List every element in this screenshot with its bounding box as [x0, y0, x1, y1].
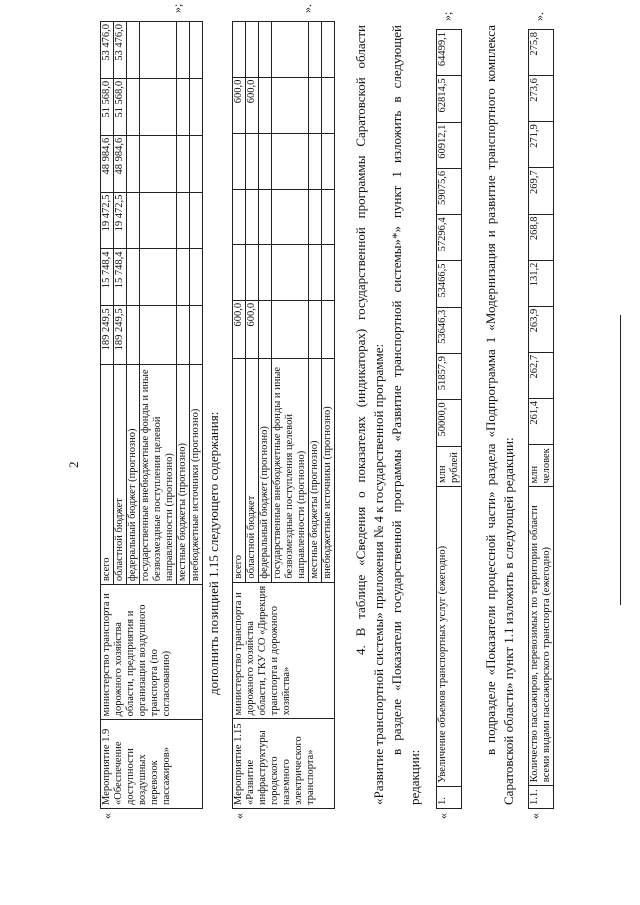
- year-amount: [309, 77, 322, 134]
- indicator-value: 262,7: [529, 352, 554, 398]
- indicator-unit: млн человек: [529, 445, 554, 487]
- indicator-unit: млн рублей: [437, 446, 462, 486]
- year-amount: 48 984,6: [114, 135, 127, 192]
- quote-open-2: «: [232, 813, 246, 819]
- year-amount: [322, 77, 335, 134]
- total-amount: [259, 300, 272, 359]
- total-amount: [177, 306, 190, 365]
- year-amount: [322, 245, 335, 301]
- funding-source: областной бюджет: [114, 365, 127, 585]
- indicator-value: 51857,9: [437, 354, 462, 400]
- indicator-value: 53466,5: [437, 261, 462, 307]
- year-amount: 48 984,6: [101, 135, 114, 192]
- year-amount: 51 568,0: [114, 78, 127, 135]
- source-row: [101, 22, 114, 809]
- year-amount: 15 748,4: [101, 249, 114, 306]
- footnote-divider: [620, 315, 621, 605]
- funding-source: государственные внебюджетные фонды и иные безвозмездные поступления целевой направленности (прогнозно): [272, 359, 309, 582]
- indicator-value: 62814,5: [437, 76, 462, 122]
- funding-source: областной бюджет: [246, 359, 259, 582]
- year-amount: 53 476,0: [101, 22, 114, 79]
- year-amount: 15 748,4: [114, 249, 127, 306]
- year-amount: 53 476,0: [114, 22, 127, 79]
- year-amount: [190, 249, 203, 306]
- year-amount: [177, 192, 190, 249]
- indicator-value: 53646,3: [437, 307, 462, 353]
- year-amount: [140, 249, 177, 306]
- year-amount: [190, 22, 203, 79]
- measure-1-15-table: [232, 21, 335, 809]
- year-amount: [246, 134, 259, 190]
- year-amount: 600,0: [233, 77, 246, 134]
- year-amount: [177, 249, 190, 306]
- indicator-name: Увеличение объемов транспортных услуг (ежегодно): [437, 486, 462, 786]
- total-amount: 189 249,5: [114, 306, 127, 365]
- indicator-value: 271,9: [529, 122, 554, 168]
- year-amount: [127, 22, 140, 79]
- measure-name: Мероприятие 1.15 «Развитие инфраструктуры городского наземного электрического транспорта»: [233, 719, 335, 809]
- table4-close: ».: [532, 12, 546, 21]
- total-amount: [309, 300, 322, 359]
- supplement-text: дополнить позицией 1.15 следующего содержания:: [206, 411, 221, 695]
- total-amount: [322, 300, 335, 359]
- year-amount: [309, 22, 322, 78]
- measure-name: Мероприятие 1.9 «Обеспечение доступности воздушных перевозок пассажиров»: [101, 720, 203, 809]
- year-amount: [322, 134, 335, 190]
- year-amount: [272, 134, 309, 190]
- measure-1-9-rows: [101, 22, 203, 809]
- funding-source: государственные внебюджетные фонды и иные безвозмездные поступления целевой направленности (прогнозно): [140, 365, 177, 585]
- year-amount: [233, 245, 246, 301]
- year-amount: [190, 78, 203, 135]
- year-amount: [259, 189, 272, 245]
- year-amount: [233, 22, 246, 78]
- year-amount: [127, 192, 140, 249]
- year-amount: [272, 22, 309, 78]
- total-amount: 600,0: [246, 300, 259, 359]
- year-amount: [309, 134, 322, 190]
- funding-source: местные бюджеты (прогнозно): [309, 359, 322, 582]
- page-number: 2: [66, 461, 81, 468]
- paragraph-5: в подразделе «Показатели процессной части» раздела «Подпрограмма 1 «Модернизация и развитие транспортного комплекса Саратовской области» пункт 1.1 изложить в следующей редакции:: [483, 25, 516, 805]
- year-amount: [233, 189, 246, 245]
- indicator-1-table: [436, 29, 462, 809]
- indicator-value: 275,8: [529, 30, 554, 76]
- indicator-value: 268,8: [529, 214, 554, 260]
- measure-1-9-table: [100, 21, 203, 809]
- year-amount: [246, 189, 259, 245]
- measure-1-15-rows: [233, 22, 335, 809]
- total-amount: [140, 306, 177, 365]
- year-amount: [177, 135, 190, 192]
- indicator-number: 1.1.: [529, 786, 554, 809]
- indicator-value: 50000,0: [437, 400, 462, 446]
- year-amount: [309, 245, 322, 301]
- source-row: [233, 22, 246, 809]
- paragraph-4b: в разделе «Показатели государственной программы «Развитие транспортной системы»*» пункт 1 изложить в следующей редакции:: [389, 25, 422, 805]
- year-amount: [322, 189, 335, 245]
- total-amount: 189 249,5: [101, 306, 114, 365]
- year-amount: [140, 78, 177, 135]
- year-amount: 19 472,5: [114, 192, 127, 249]
- year-amount: [259, 245, 272, 301]
- funding-source: внебюджетные источники (прогнозно): [322, 359, 335, 582]
- indicator-value: 59075,6: [437, 168, 462, 214]
- year-amount: [259, 134, 272, 190]
- funding-source: местные бюджеты (прогнозно): [177, 365, 190, 585]
- indicator-value: 261,4: [529, 399, 554, 445]
- indicator-value: 269,7: [529, 168, 554, 214]
- year-amount: 51 568,0: [101, 78, 114, 135]
- year-amount: [127, 249, 140, 306]
- year-amount: 600,0: [246, 77, 259, 134]
- total-amount: [272, 300, 309, 359]
- year-amount: [246, 245, 259, 301]
- funding-source: всего: [233, 359, 246, 582]
- year-amount: [259, 22, 272, 78]
- year-amount: [272, 245, 309, 301]
- year-amount: [140, 192, 177, 249]
- indicator-value: 60912,1: [437, 122, 462, 168]
- year-amount: [190, 135, 203, 192]
- funding-source: всего: [101, 365, 114, 585]
- indicator-number: 1.: [437, 786, 462, 808]
- year-amount: [233, 134, 246, 190]
- indicator-value: 263,9: [529, 306, 554, 352]
- year-amount: [322, 22, 335, 78]
- year-amount: 19 472,5: [101, 192, 114, 249]
- total-amount: 600,0: [233, 300, 246, 359]
- indicator-value: 57296,4: [437, 215, 462, 261]
- indicator-value: 64499,1: [437, 30, 462, 76]
- year-amount: [259, 77, 272, 134]
- year-amount: [127, 135, 140, 192]
- year-amount: [272, 189, 309, 245]
- year-amount: [272, 77, 309, 134]
- quote-open: «: [100, 813, 114, 819]
- indicator-1-1-row: [529, 30, 554, 809]
- paragraph-4: 4. В таблице «Сведения о показателях (индикаторах) государственной программы Саратовской области «Развитие транспортной системы» приложения № 4 к государственной программе:: [353, 25, 386, 805]
- table1-close: »;: [170, 3, 184, 13]
- year-amount: [177, 22, 190, 79]
- indicator-1-row: [437, 30, 462, 809]
- year-amount: [127, 78, 140, 135]
- measure-executor: министерство транспорта и дорожного хозяйства области, предприятия и организации воздушного транспорта (по согласованию): [101, 585, 203, 720]
- funding-source: внебюджетные источники (прогнозно): [190, 365, 203, 585]
- indicator-1-1-table: [528, 29, 554, 809]
- total-amount: [127, 306, 140, 365]
- quote-open-3: «: [436, 813, 450, 819]
- year-amount: [140, 22, 177, 79]
- funding-source: федеральный бюджет (прогнозно): [259, 359, 272, 582]
- quote-open-4: «: [528, 813, 542, 819]
- measure-executor: министерство транспорта и дорожного хозяйства области, ГКУ СО «Дирекция транспорта и дорожного хозяйства»: [233, 582, 335, 719]
- total-amount: [190, 306, 203, 365]
- year-amount: [309, 189, 322, 245]
- year-amount: [177, 78, 190, 135]
- indicator-name: Количество пассажиров, перевозимых по территории области всеми видами пассажирского транспорта (ежегодно): [529, 487, 554, 786]
- year-amount: [246, 22, 259, 78]
- funding-source: федеральный бюджет (прогнозно): [127, 365, 140, 585]
- indicator-value: 131,2: [529, 260, 554, 306]
- year-amount: [140, 135, 177, 192]
- year-amount: [190, 192, 203, 249]
- table3-close: »;: [440, 11, 454, 21]
- table2-close: ».: [300, 4, 314, 13]
- indicator-value: 273,6: [529, 76, 554, 122]
